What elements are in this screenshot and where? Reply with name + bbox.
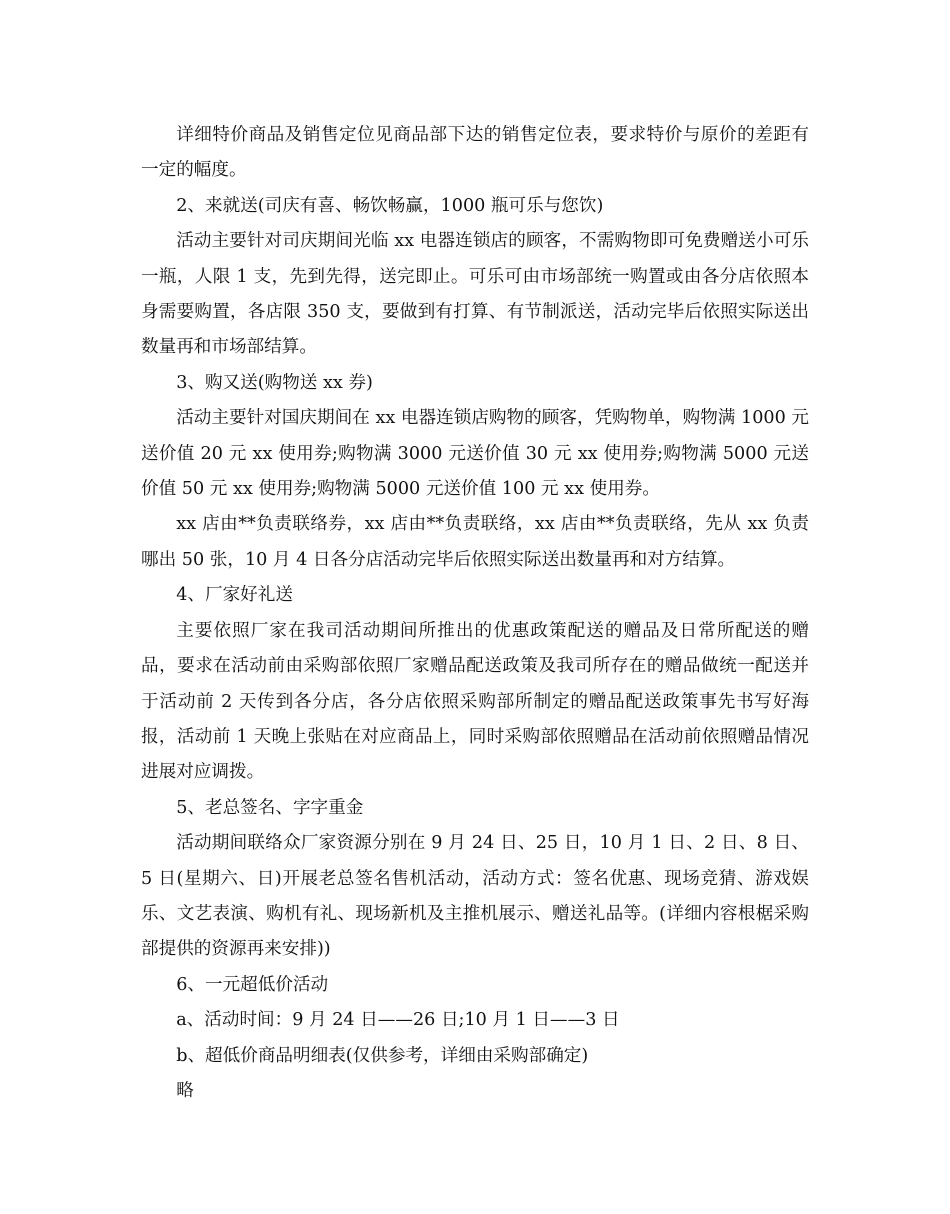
document-body: [141, 118, 809, 1109]
heading-purchase-gift: 3、购又送(购物送 xx 券): [176, 372, 373, 393]
heading-manufacturer-gift: 4、厂家好礼送: [176, 585, 293, 606]
paragraph-ceo-signing: 活动期间联络众厂家资源分别在 9 月 24 日、25 日，10 月 1 日、2 日、8 日、5 日(星期六、日)开展老总签名售机活动，活动方式：签名优惠、现场竞猜、游戏娱乐、文艺表演、购机有礼、现场新机及主推机展示、赠送礼品等。(详细内容根椐采购部提供的资源再来安排)): [141, 833, 809, 960]
paragraph-special-price-note: 详细特价商品及销售定位见商品部下达的销售定位表，要求特价与原价的差距有一定的幅度。: [141, 125, 809, 181]
paragraph-manufacturer-gift: 主要依照厂家在我司活动期间所推出的优惠政策配送的赠品及日常所配送的赠品，要求在活动前由采购部依照厂家赠品配送政策及我司所存在的赠品做统一配送并于活动前 2 天传到各分店，各分店依照采购部所制定的赠品配送政策事先书写好海报，活动前 1 天晚上张贴在对应商品上，同时采购部依照赠品在活动前依照赠品情况进展对应调拨。: [141, 620, 809, 783]
item-low-price-list: b、超低价商品明细表(仅供参考，详细由采购部确定): [176, 1045, 589, 1066]
heading-free-gift: 2、来就送(司庆有喜、畅饮畅赢，1000 瓶可乐与您饮): [176, 195, 604, 216]
paragraph-coupon-tiers: 活动主要针对国庆期间在 xx 电器连锁店购物的顾客，凭购物单，购物满 1000 元送价值 20 元 xx 使用券;购物满 3000 元送价值 30 元 xx 使用券;购物满 5000 元送价值 50 元 xx 使用券;购物满 5000 元送价值 100 元 xx 使用券。: [141, 408, 809, 500]
heading-ceo-signing: 5、老总签名、字字重金: [176, 797, 364, 818]
item-activity-time: a、活动时间：9 月 24 日——26 日;10 月 1 日——3 日: [176, 1010, 620, 1031]
paragraph-free-cola: 活动主要针对司庆期间光临 xx 电器连锁店的顾客，不需购物即可免费赠送小可乐一瓶，人限 1 支，先到先得，送完即止。可乐可由市场部统一购置或由各分店依照本身需要购置，各店限 350 支，要做到有打算、有节制派送，活动完毕后依照实际送出数量再和市场部结算。: [141, 231, 809, 358]
heading-one-yuan-deal: 6、一元超低价活动: [176, 974, 329, 995]
paragraph-omitted: 略: [176, 1080, 194, 1101]
paragraph-coupon-contacts: xx 店由**负责联络券，xx 店由**负责联络，xx 店由**负责联络，先从 xx 负责哪出 50 张，10 月 4 日各分店活动完毕后依照实际送出数量再和对方结算。: [141, 514, 809, 570]
